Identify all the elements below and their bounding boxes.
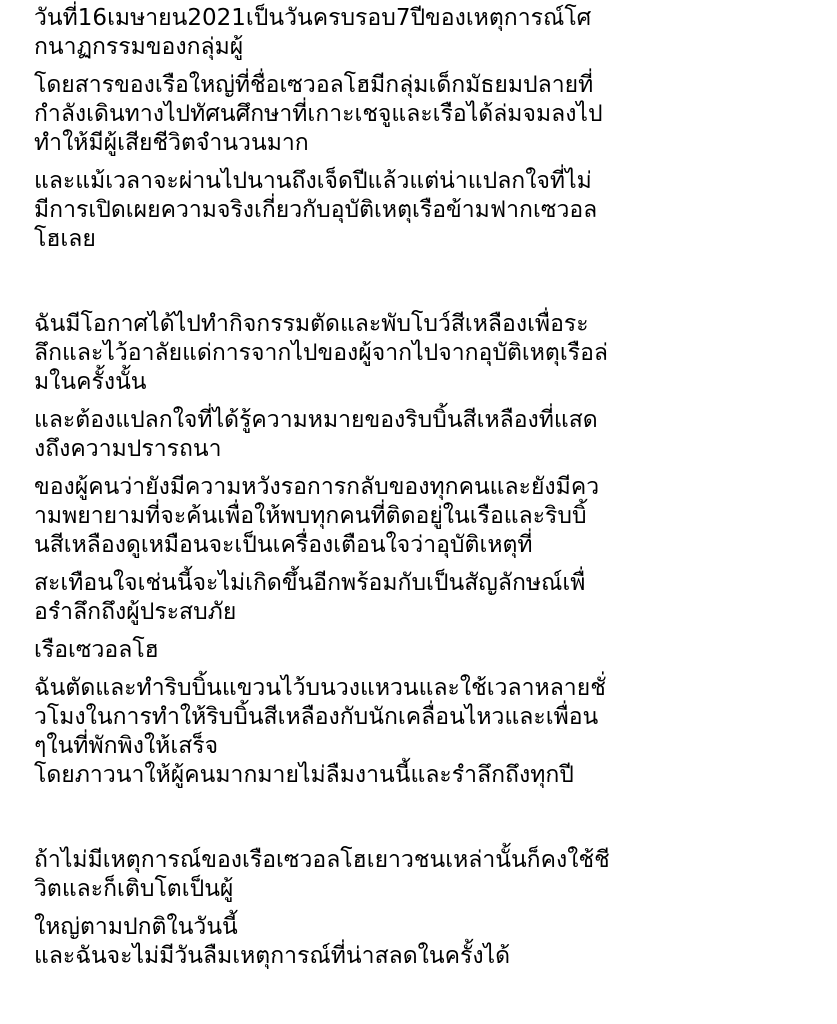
text-line: มในครั้งนั้น (34, 369, 147, 395)
paragraph-2 (34, 71, 804, 158)
paragraph-9 (34, 674, 804, 790)
text-line: ถ้าไม่มีเหตุการณ์ของเรือเซวอลโฮเยาวชนเหล่านั้นก็คงใช้ชี (34, 847, 610, 873)
text-line: ฉันตัดและทำริบบิ้นแขวนไว้บนวงแหวนและใช้เวลาหลายชั่ (34, 675, 606, 701)
text-line: โฮเลย (34, 226, 96, 252)
text-line: ลึกและไว้อาลัยแด่การจากไปของผู้จากไปจากอุบัติเหตุเรือล่ (34, 340, 608, 366)
paragraph-4 (34, 310, 804, 397)
text-line: วันที่16เมษายน2021เป็นวันครบรอบ7ปีของเหตุการณ์โศ (34, 5, 592, 31)
text-line: และฉันจะไม่มีวันลืมเหตุการณ์ที่น่าสลดในครั้งได้ (34, 943, 511, 969)
text-line: สะเทือนใจเช่นนี้จะไม่เกิดขึ้นอีกพร้อมกับเป็นสัญลักษณ์เพื่ (34, 570, 586, 596)
paragraph-10 (34, 846, 804, 904)
text-line: วโมงในการทำให้ริบบิ้นสีเหลืองกับนักเคลื่อนไหวและเพื่อน (34, 704, 599, 730)
text-line: โดยภาวนาให้ผู้คนมากมายไม่ลืมงานนี้และรำลึกถึงทุกปี (34, 762, 574, 788)
text-line: วิตและก็เติบโตเป็นผู้ (34, 876, 234, 902)
paragraph-11 (34, 913, 804, 971)
text-line: ฉันมีโอกาศได้ไปทำกิจกรรมตัดและพับโบว์สีเหลืองเพื่อระ (34, 311, 589, 337)
text-line: อรำลึกถึงผู้ประสบภัย (34, 599, 237, 625)
paragraph-7 (34, 569, 804, 627)
document-body (34, 4, 804, 971)
text-line: โดยสารของเรือใหญ่ที่ชื่อเซวอลโฮมีกลุ่มเด็กมัธยมปลายที่ (34, 72, 594, 98)
text-line: มีการเปิดเผยความจริงเกี่ยวกับอุบัติเหตุเรือข้ามฟากเซวอล (34, 197, 598, 223)
text-line: นสีเหลืองดูเหมือนจะเป็นเครื่องเตือนใจว่าอุบัติเหตุที่ (34, 532, 533, 558)
text-line: ทำให้มีผู้เสียชีวิตจำนวนมาก (34, 130, 309, 156)
paragraph-3 (34, 167, 804, 254)
text-line: ามพยายามที่จะค้นเพื่อให้พบทุกคนที่ติดอยู่ในเรือและริบบิ้ (34, 503, 587, 529)
text-line: ของผู้คนว่ายังมีความหวังรอการกลับของทุกคนและยังมีคว (34, 474, 600, 500)
paragraph-5 (34, 406, 804, 464)
paragraph-8 (34, 636, 804, 665)
text-line: และแม้เวลาจะผ่านไปนานถึงเจ็ดปีแล้วแต่น่าแปลกใจที่ไม่ (34, 168, 592, 194)
paragraph-1 (34, 4, 804, 62)
text-line: กำลังเดินทางไปทัศนศึกษาที่เกาะเชจูและเรือได้ล่มจมลงไป (34, 101, 603, 127)
paragraph-6 (34, 473, 804, 560)
text-line: และต้องแปลกใจที่ได้รู้ความหมายของริบบิ้นสีเหลืองที่แสด (34, 407, 598, 433)
text-line: กนาฏกรรมของกลุ่มผู้ (34, 34, 244, 60)
text-line: ใหญ่ตามปกติในวันนี้ (34, 914, 238, 940)
text-line: เรือเซวอลโฮ (34, 637, 159, 663)
text-line: ๆในที่พักพิงให้เสร็จ (34, 733, 219, 759)
text-line: งถึงความปรารถนา (34, 436, 222, 462)
